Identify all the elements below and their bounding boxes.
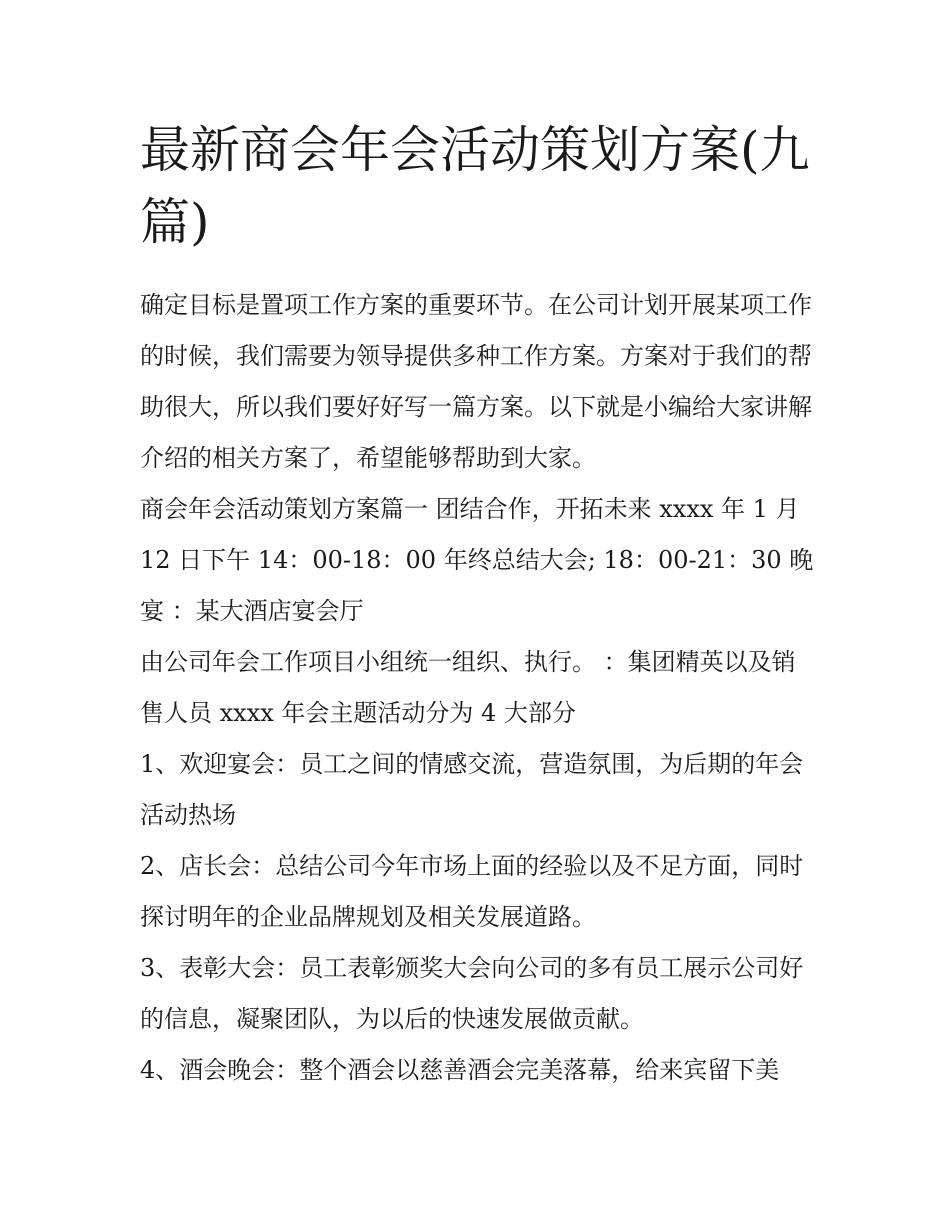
section-heading-paragraph: 商会年会活动策划方案篇一 团结合作，开拓未来 xxxx 年 1 月 12 日下午 14：00-18：00 年终总结大会; 18：00-21：30 晚宴 ：某大酒店宴会厅 — [140, 495, 814, 625]
list-item-2: 2、店长会：总结公司今年市场上面的经验以及不足方面，同时探讨明年的企业品牌规划及相关发展道路。 — [140, 852, 804, 931]
intro-paragraph: 确定目标是置项工作方案的重要环节。在公司计划开展某项工作的时候，我们需要为领导提供多种工作方案。方案对于我们的帮助很大，所以我们要好好写一篇方案。以下就是小编给大家讲解介绍的相关方案了，希望能够帮助到大家。 — [140, 291, 812, 472]
list-item-1: 1、欢迎宴会：员工之间的情感交流，营造氛围，为后期的年会活动热场 — [140, 750, 804, 829]
document-title: 最新商会年会活动策划方案(九篇) — [140, 121, 810, 251]
document-body — [140, 280, 815, 1096]
list-item-3: 3、表彰大会：员工表彰颁奖大会向公司的多有员工展示公司好的信息，凝聚团队，为以后的快速发展做贡献。 — [140, 954, 804, 1033]
organizer-paragraph: 由公司年会工作项目小组统一组织、执行。 ：集团精英以及销售人员 xxxx 年会主题活动分为 4 大部分 — [140, 648, 796, 727]
list-item-4: 4、酒会晚会：整个酒会以慈善酒会完美落幕，给来宾留下美 — [140, 1056, 780, 1084]
